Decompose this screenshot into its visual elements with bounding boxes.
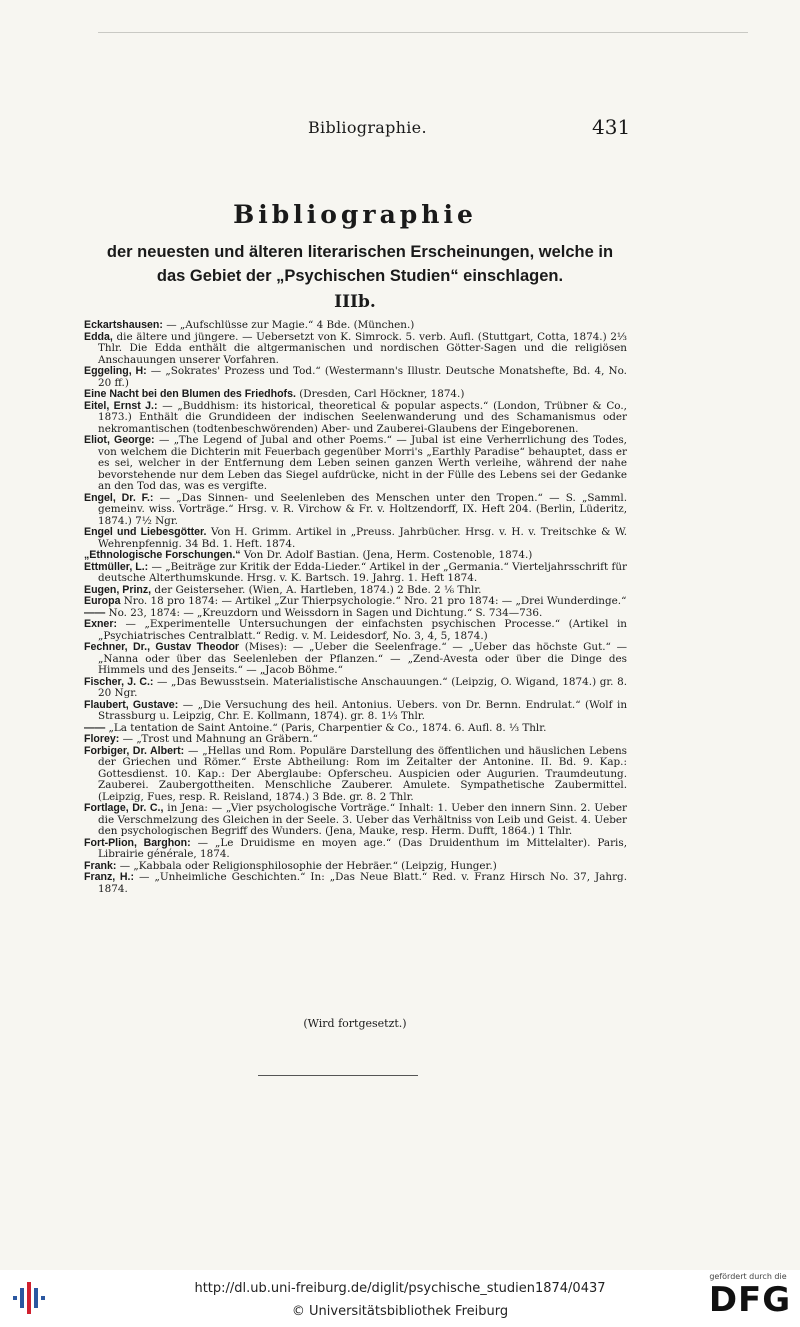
bibliography-entry [84, 401, 627, 436]
entry-headword: Eitel, Ernst J.: [84, 399, 158, 412]
entry-text: — „Experimentelle Untersuchungen der einfachsten psychischen Processe.“ (Artikel in „Psychiatrisches Centralblatt.“ Redig. v. M. Leidesdorf, No. 3, 4, 5, 1874.) [98, 618, 627, 642]
entry-text: in Jena: — „Vier psychologische Vorträge.“ Inhalt: 1. Ueber den innern Sinn. 2. Ueber die Verschmelzung des Gleichen in der Seele. 3. Ueber das Verhältniss von Leib und Geist. 4. Ueber den psychologischen Begriff des Wunders. (Jena, Mauke, resp. Herm. Dufft, 1864.) 1 Thlr. [98, 802, 628, 837]
subtitle-line-2: das Gebiet der „Psychischen Studien“ einschlagen. [156, 267, 564, 285]
entry-headword: —— [84, 721, 106, 734]
entry-text: — „Trost und Mahnung an Gräbern.“ [119, 733, 318, 745]
entry-text: — „Le Druidisme en moyen age.“ (Das Druidenthum im Mittelalter). Paris, Librairie générale, 1874. [98, 836, 627, 860]
dfg-logo: DFG [708, 1280, 792, 1320]
entry-headword: Eggeling, H: [84, 365, 147, 377]
bibliography-entry [84, 619, 627, 642]
entry-headword: Eine Nacht bei den Blumen des Friedhofs. [84, 388, 296, 400]
bibliography-entry [84, 642, 627, 677]
bibliography-entry [84, 746, 627, 804]
entry-text: — „Sokrates' Prozess und Tod.“ (Westermann's Illustr. Deutsche Monatshefte, Bd. 4, No. 20 ff.) [98, 365, 627, 389]
page-title: Bibliographie [233, 200, 477, 229]
entry-text: Von H. Grimm. Artikel in „Preuss. Jahrbücher. Hrsg. v. H. v. Treitschke & W. Wehrenpfennig. 34 Bd. 1. Heft. 1874. [98, 526, 627, 550]
section-heading: IIIb. [334, 292, 376, 312]
entry-headword: Eliot, George: [84, 434, 155, 446]
entry-text: „La tentation de Saint Antoine.“ (Paris, Charpentier & Co., 1874. 6. Aufl. 8. ⅓ Thlr. [105, 721, 547, 734]
entry-headword: Fischer, J. C.: [84, 675, 154, 688]
entry-text: No. 23, 1874: — „Kreuzdorn und Weissdorn in Sagen und Dichtung.“ S. 734—736. [105, 606, 543, 619]
bibliography-entry [84, 562, 627, 585]
entry-text: — „Die Versuchung des heil. Antonius. Uebers. von Dr. Bernn. Endrulat.“ (Wolf in Strassburg u. Leipzig, Chr. E. Kollmann, 1874). gr. 8. 1⅓ Thlr. [98, 698, 628, 722]
bibliography-entry [84, 332, 627, 367]
entry-headword: Florey: [84, 733, 120, 745]
entry-text: — „Das Bewusstsein. Materialistische Anschauungen.“ (Leipzig, O. Wigand, 1874.) gr. 8. 20 Ngr. [98, 675, 627, 699]
copyright-notice: © Universitätsbibliothek Freiburg [291, 1304, 509, 1319]
entry-headword: Flaubert, Gustave: [84, 698, 179, 711]
page-subtitle [80, 240, 640, 288]
entry-text: Von Dr. Adolf Bastian. (Jena, Herm. Costenoble, 1874.) [240, 549, 533, 561]
subtitle-line-1: der neuesten und älteren literarischen Erscheinungen, welche in [106, 243, 614, 261]
entry-headword: Engel und Liebesgötter. [84, 526, 207, 538]
entry-headword: Eugen, Prinz, [84, 583, 152, 596]
entry-headword: Engel, Dr. F.: [84, 491, 154, 504]
page-number: 431 [592, 115, 631, 139]
entry-headword: Edda, [84, 330, 113, 343]
permalink-url[interactable]: http://dl.ub.uni-freiburg.de/diglit/psychische_studien1874/0437 [194, 1281, 606, 1296]
entry-headword: Europa [84, 595, 121, 607]
page-edge-rule [98, 32, 748, 33]
entry-headword: Exner: [84, 618, 117, 630]
running-head [0, 112, 800, 142]
bibliography-list [84, 320, 627, 895]
continuation-note: (Wird fortgesetzt.) [303, 1017, 407, 1030]
entry-text: — „Buddhism: its historical, theoretical & popular aspects.“ (London, Trübner & Co., 1873.) Enthält die Grundideen der indischen Seelenwanderung und des Schamanismus oder nekromantischen (todtenbeschwörenden) Aber- und Zauberei-Glaubens der Eingeborenen. [98, 399, 627, 435]
entry-text: — „Unheimliche Geschichten.“ In: „Das Neue Blatt.“ Red. v. Franz Hirsch No. 37, Jahrg. 1874. [98, 871, 628, 895]
entry-headword: Fort-Plion, Barghon: [84, 836, 191, 849]
entry-text: der Geisterseher. (Wien, A. Hartleben, 1874.) 2 Bde. 2 ⅙ Thlr. [151, 583, 482, 596]
bibliography-entry [84, 872, 627, 895]
entry-headword: „Ethnologische Forschungen.“ [84, 549, 241, 561]
bibliography-entry [84, 527, 627, 550]
running-head-title: Bibliographie. [308, 118, 427, 137]
entry-text: — „The Legend of Jubal and other Poems.“ — Jubal ist eine Verherrlichung des Todes, von welchem die Dichterin mit Feuerbach gegenüber Morri's „Earthly Paradise“ behauptet, dass er es sei, welcher in der Entfernung dem Leben seinen ganzen Werth verleihe, während der nahe bevorstehende nur dem Leben das Siegel aufdrücke, nicht in der Fülle des Lebens sei der Gedanke an den Tod das, was es vergifte. [98, 434, 627, 492]
dfg-caption: gefördert durch die [709, 1272, 787, 1281]
entry-text: — „Aufschlüsse zur Magie.“ 4 Bde. (München.) [162, 319, 415, 331]
bibliography-entry [84, 493, 627, 528]
entry-headword: Eckartshausen: [84, 319, 163, 331]
entry-text: — „Beiträge zur Kritik der Edda-Lieder.“ Artikel in der „Germania.“ Vierteljahrsschrift für deutsche Alterthumskunde. Hrsg. v. K. Bartsch. 19. Jahrg. 1. Heft 1874. [98, 560, 627, 584]
bibliography-entry [84, 700, 627, 723]
bibliography-entry [84, 838, 627, 861]
entry-headword: Franz, H.: [84, 871, 134, 883]
entry-text: — „Das Sinnen- und Seelenleben des Menschen unter den Tropen.“ — S. „Samml. gemeinv. wiss. Vorträge.“ Hrsg. v. R. Virchow & Fr. v. Holtzendorff, IX. Heft 204. (Berlin, Lüderitz, 1874.) 7½ Ngr. [98, 491, 627, 527]
viewer-footer [0, 1270, 800, 1327]
entry-text: — „Kabbala oder Religionsphilosophie der Hebräer.“ (Leipzig, Hunger.) [116, 859, 497, 872]
entry-text: (Dresden, Carl Höckner, 1874.) [295, 388, 465, 400]
entry-headword: Frank: [84, 859, 117, 872]
entry-headword: Forbiger, Dr. Albert: [84, 744, 185, 757]
entry-text: (Mises): — „Ueber die Seelenfrage.“ — „Ueber das höchste Gut.“ — „Nanna oder über das Seelenleben der Pflanzen.“ — „Zend-Avesta oder über die Dinge des Himmels und des Jenseits.“ — „Jacob Böhme.“ [98, 641, 627, 676]
entry-headword: —— [84, 606, 106, 619]
bibliography-entry [84, 803, 627, 838]
entry-text: die ältere und jüngere. — Uebersetzt von K. Simrock. 5. verb. Aufl. (Stuttgart, Cotta, 1874.) 2⅓ Thlr. Die Edda enthält die altgermanischen und nordischen Götter-Sagen und die religiösen Anschauungen unserer Vorfahren. [98, 330, 627, 366]
entry-text: — „Hellas und Rom. Populäre Darstellung des öffentlichen und häuslichen Lebens der Griechen und Römer.“ Erste Abtheilung: Rom im Zeitalter der Antonine. II. Bd. 9. Kap.: Gottesdienst. 10. Kap.: Der Aberglaube: Opferscheu. Auspicien oder Augurien. Traumdeutung. Zauberei. Zaubergottheiten. Menschliche Zauberer. Amulete. Sympathetische Zaubermittel. (Leipzig, Fues, resp. R. Reisland, 1874.) 3 Bde. gr. 8. 2 Thlr. [98, 744, 627, 803]
bibliography-entry [84, 366, 627, 389]
entry-headword: Ettmüller, L.: [84, 560, 149, 573]
entry-text: Nro. 18 pro 1874: — Artikel „Zur Thierpsychologie.“ Nro. 21 pro 1874: — „Drei Wunderdinge.“ [120, 595, 627, 607]
bibliography-entry [84, 435, 627, 493]
entry-headword: Fortlage, Dr. C., [84, 802, 164, 814]
end-rule [258, 1075, 418, 1076]
entry-headword: Fechner, Dr., Gustav Theodor [84, 641, 240, 653]
bibliography-entry [84, 677, 627, 700]
